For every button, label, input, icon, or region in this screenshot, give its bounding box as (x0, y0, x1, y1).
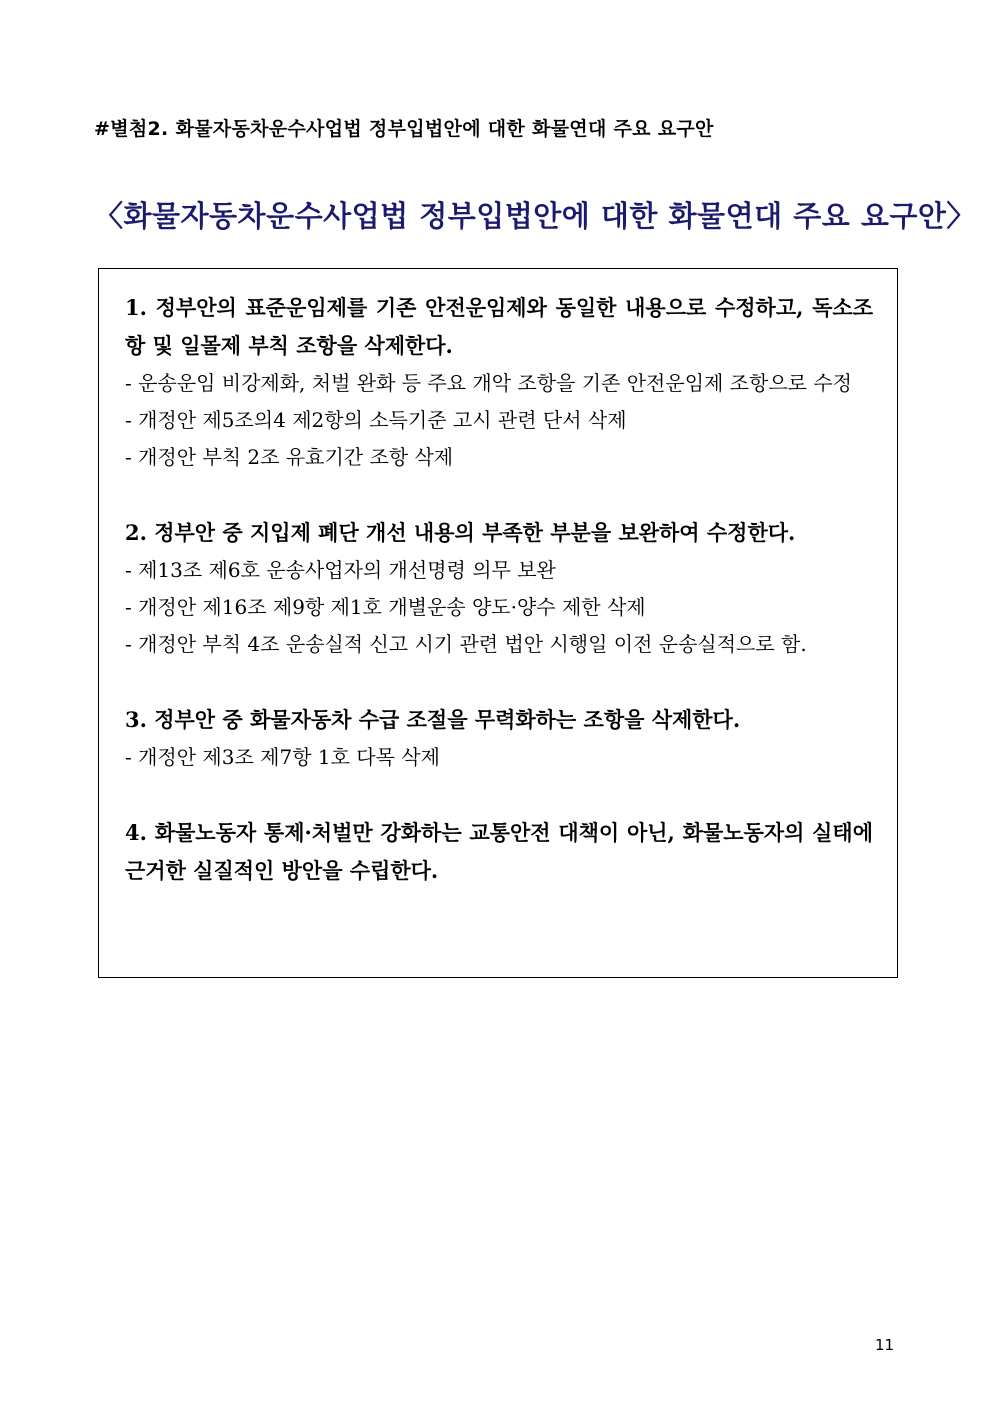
attachment-header: #별첨2. 화물자동차운수사업법 정부입법안에 대한 화물연대 주요 요구안 (94, 118, 714, 140)
demand-detail: - 제13조 제6호 운송사업자의 개선명령 의무 보완 (125, 558, 556, 582)
demand-heading: 3. 정부안 중 화물자동차 수급 조절을 무력화하는 조항을 삭제한다. (125, 707, 741, 732)
demand-section-2 (125, 514, 873, 663)
demand-detail: - 개정안 제16조 제9항 제1호 개별운송 양도·양수 제한 삭제 (125, 595, 646, 619)
demand-detail: - 개정안 부칙 4조 운송실적 신고 시기 관련 법안 시행일 이전 운송실적으로 함. (125, 632, 807, 656)
document-title: 〈화물자동차운수사업법 정부입법안에 대한 화물연대 주요 요구안〉 (94, 199, 976, 233)
demand-heading: 2. 정부안 중 지입제 폐단 개선 내용의 부족한 부분을 보완하여 수정한다. (125, 520, 796, 545)
demand-section-3 (125, 701, 873, 776)
demand-section-4 (125, 814, 873, 890)
demand-section-1 (125, 289, 873, 476)
demand-heading: 1. 정부안의 표준운임제를 기존 안전운임제와 동일한 내용으로 수정하고, 독소조항 및 일몰제 부칙 조항을 삭제한다. (125, 295, 873, 358)
demand-detail: - 개정안 제5조의4 제2항의 소득기준 고시 관련 단서 삭제 (125, 408, 627, 432)
demand-heading: 4. 화물노동자 통제·처벌만 강화하는 교통안전 대책이 아닌, 화물노동자의 실태에 근거한 실질적인 방안을 수립한다. (125, 820, 873, 883)
demands-box (98, 268, 898, 978)
demand-detail: - 개정안 부칙 2조 유효기간 조항 삭제 (125, 445, 454, 469)
page-number: 11 (875, 1336, 895, 1354)
demand-detail: - 운송운임 비강제화, 처벌 완화 등 주요 개악 조항을 기존 안전운임제 조항으로 수정 (125, 371, 852, 395)
demand-detail: - 개정안 제3조 제7항 1호 다목 삭제 (125, 745, 440, 769)
